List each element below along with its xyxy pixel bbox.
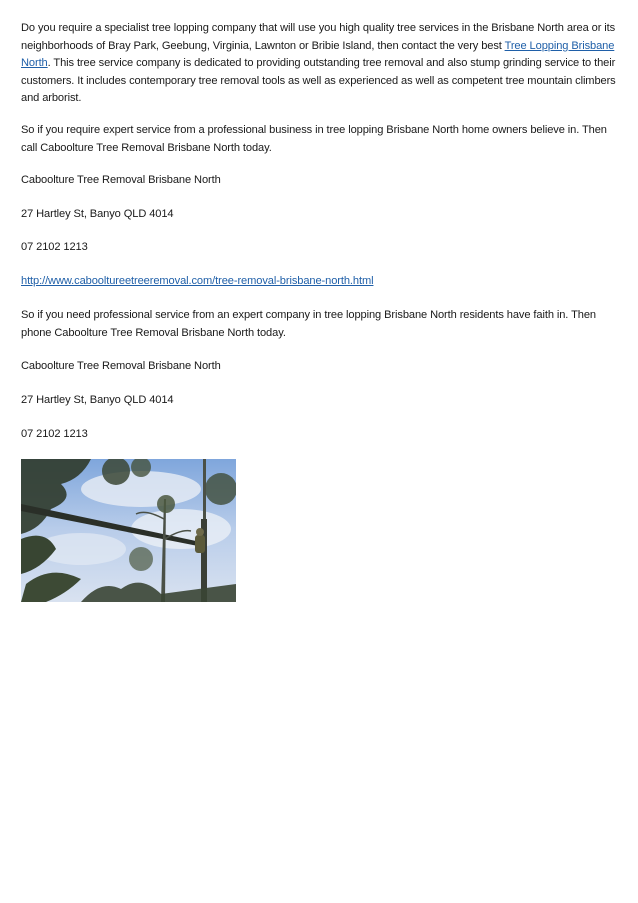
intro-text-before-link: Do you require a specialist tree lopping company that will use you high quality tree services in the Brisbane North area or its neighborhoods of Bray Park, Geebung, Virginia, Lawnton or Bribie Island, then contact the very best <box>21 22 616 52</box>
intro-text-after-link: . This tree service company is dedicated to providing outstanding tree removal and also stump grinding service to their customers. It includes contemporary tree removal tools as well as experienced as well as competent tree mountain climbers and arborist. <box>21 57 616 105</box>
tree-photo-illustration <box>21 459 236 602</box>
paragraph-2: So if you require expert service from a professional business in tree lopping Brisbane North home owners believe in. Then call Caboolture Tree Removal Brisbane North today. <box>21 124 607 154</box>
contact-1-phone: 07 2102 1213 <box>21 241 88 253</box>
tree-climber-photo <box>21 459 236 602</box>
contact-2-address: 27 Hartley St, Banyo QLD 4014 <box>21 394 174 406</box>
website-link[interactable]: http://www.cabooltureetreeremoval.com/tree-removal-brisbane-north.html <box>21 275 374 287</box>
contact-1-name: Caboolture Tree Removal Brisbane North <box>21 174 221 186</box>
intro-paragraph <box>21 20 621 108</box>
contact-1-address: 27 Hartley St, Banyo QLD 4014 <box>21 208 174 220</box>
contact-2-phone: 07 2102 1213 <box>21 428 88 440</box>
tree-lopping-link[interactable]: Tree Lopping Brisbane North <box>21 39 615 70</box>
contact-2-name: Caboolture Tree Removal Brisbane North <box>21 360 221 372</box>
contact-1-url <box>21 273 373 291</box>
paragraph-3: So if you need professional service from an expert company in tree lopping Brisbane North residents have faith in. Then phone Caboolture Tree Removal Brisbane North today. <box>21 309 596 339</box>
